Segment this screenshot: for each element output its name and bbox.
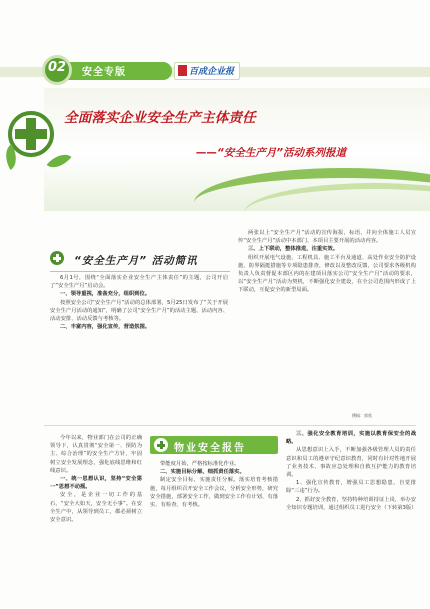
paragraph: 6月1号，围绕“全面落实企业安全生产主体责任”的主题，公司开启了“安全生产月”启动会。 (50, 275, 228, 290)
lower-column-c (50, 434, 142, 604)
banner-title: 全面落实企业安全生产主体责任 (64, 110, 256, 126)
article-column-b (238, 229, 416, 411)
paragraph: 从思想意识上入手，不断加强各级管理人员的责任意识和员工的遵章守纪意识教育，同时有针对性地开展了业务技术、事故应急处理和自救互护能力的教育培训。 (286, 447, 416, 479)
logo-text: 百成企业报 (189, 67, 235, 77)
subheading: 二、实施目标分解，细抓责任落实。 (160, 469, 245, 476)
paragraph: 2、抓好安全教育，坚持特种培训持证上岗，举办安全知识专题培训，通过组织员工进行安全（下转第3版） (286, 496, 417, 511)
subheading: 二、丰富内容，强化宣传，营造氛围。 (60, 324, 151, 331)
heading-divider (50, 271, 230, 272)
author-credit: 撰稿：郭欣 (352, 413, 372, 418)
lower-column-d (150, 460, 278, 600)
paragraph: 组织开展电气设施、工程机具、施工平台及通道、高处作业安全防护设施、防界隔挺措施等专项隐患排查，修改以及整改反馈，公司要求各级机构负责人负责督促本部区内的在建项目落实公司“安全生产月”活动的要求，以“安全生产月”活动为契机，不断强化安全建设，在全公司范围内形成了上下联动，互促安全的新型局面。 (238, 254, 416, 294)
paragraph: 1、强化宣传教育，增强员工思想隐患，自觉排除“三违”行为。 (286, 480, 416, 495)
cross-icon-horizontal (157, 444, 165, 447)
report-title: 物业安全报告 (174, 443, 246, 454)
paragraph: 安全，是企业一切工作的基石，“安全大如天，安全无小事”。在安全生产中，从领导到员工，都必须树立安全意识。 (50, 492, 142, 524)
lower-column-e (286, 430, 416, 600)
article-heading: “安全生产月” 活动简讯 (74, 255, 198, 267)
section-label: 安全专版 (82, 67, 126, 78)
paragraph: 按照安全公司“安全生产月”活动的总体部署，5月25日发布了“关于开展安全生产月活动的通知”，明确了公司“安全生产月”的活动主题、活动内容、活动安排、活动反馈与考核等。 (50, 299, 228, 323)
subheading: 三、上下联动，整体推进，注重实效。 (248, 246, 339, 253)
page-number: 02 (48, 60, 67, 75)
cross-icon-horizontal (53, 257, 61, 260)
paragraph: 带能度月始，严格按标准化作业。 (160, 461, 240, 467)
article-column-a (50, 274, 228, 422)
paragraph: 今年以来，物业部门在公司的正确领导下，认真贯彻“安全第一、预防为主、综合治理”的安全生产方针，牢固树立安全发展理念，强化底线思维和红线意识。 (50, 435, 142, 474)
paragraph: 两张以上“安全生产月”活动的宣传海报，标语，并向全体施工人员宣传“安全生产月”活动中本部门、本项目主要开展的活动内容。 (238, 230, 416, 245)
logo-mark-icon (178, 65, 187, 76)
subheading: 三、强化安全教育培训，实施以教育保安全的战略。 (286, 431, 416, 446)
emblem-cross-horizontal (15, 129, 47, 139)
subheading: 一、领导重视，准备充分，组织到位。 (60, 291, 151, 298)
section-divider (44, 425, 416, 426)
subheading: 一、统一思想认识，坚持“安全第一”思想不动摇。 (50, 476, 142, 491)
banner-subtitle: ——“安全生产月”活动系列报道 (196, 147, 347, 159)
paragraph: 制定安全目标，实施责任分解。落实培育考核措施，每月组织召开安全工作会议，分析安全形势，研究安全措施，部署安全工作，做到安全工作有计划、有落实、有检查、有考核。 (150, 477, 278, 509)
